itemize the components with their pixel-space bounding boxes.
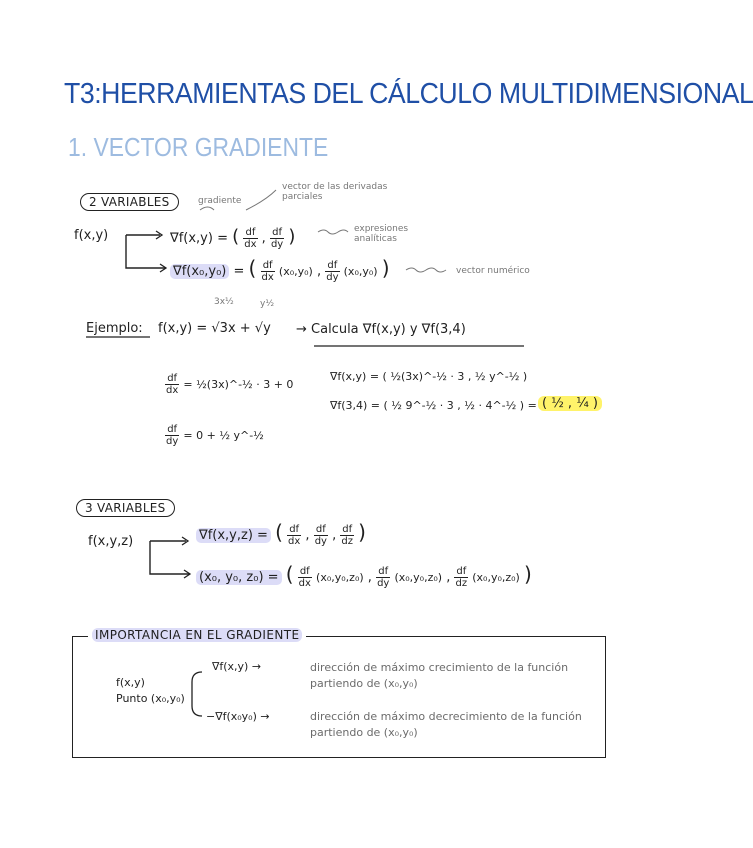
expressions-note: expresiones analíticas [354,224,409,244]
function-2var: f(x,y) [74,228,109,243]
hint-3x: 3x½ [214,297,234,307]
gradient-positive: ∇f(x,y) → [212,660,262,673]
gradient-x0y0-formula: ∇f(x₀,y₀) = ( $\frac{df}{dx}$ (x₀,y₀) , $\frac{df}{dy}$ (x₀,y₀) ) [170,256,390,283]
three-variables-label: 3 VARIABLES [76,499,175,517]
partials-note: vector de las derivadas parciales [282,182,388,202]
gradient-xy-formula: ∇f(x,y) = ( $\frac{df}{dx}$ , $\frac{df}{dy}$ ) [170,226,296,250]
example-dfdx: $\frac{df}{dx}$ = ½(3x)^-½ · 3 + 0 [166,373,294,396]
example-gradient-at-point: ∇f(3,4) = ( ½ 9^-½ · 3 , ½ · 4^-½ ) = [330,399,537,412]
example-label: Ejemplo: [86,321,143,336]
section-subtitle: 1. VECTOR GRADIENTE [68,132,329,162]
example-task: → Calcula ∇f(x,y) y ∇f(3,4) [296,322,466,337]
example-function: f(x,y) = √3x + √y [158,321,271,336]
gradient-x0y0-label: ∇f(x₀,y₀) [170,264,229,279]
gradient-xyz-formula: ∇f(x,y,z) = ( $\frac{df}{dx}$ , $\frac{df}{dy}$ , $\frac{df}{dz}$ ) [196,520,366,547]
hint-y: y½ [260,299,275,309]
df-dy-fraction: $\frac{df}{dy}$ [270,227,284,250]
example-result: ( ½ , ¼ ) [538,396,602,411]
gradient-xy-label: ∇f(x,y) = [170,231,228,246]
df-dx-fraction: $\frac{df}{dx}$ [244,227,257,250]
numeric-note: vector numérico [456,266,530,276]
gradient-negative: −∇f(x₀y₀) → [206,710,270,723]
importance-point: Punto (x₀,y₀) [116,692,185,705]
gradient-note: gradiente [198,196,242,206]
example-gradient-general: ∇f(x,y) = ( ½(3x)^-½ · 3 , ½ y^-½ ) [330,370,528,383]
two-variables-label: 2 VARIABLES [80,193,179,211]
importance-function: f(x,y) [116,676,145,689]
example-dfdy: $\frac{df}{dy}$ = 0 + ½ y^-½ [166,424,264,447]
page-title: T3:HERRAMIENTAS DEL CÁLCULO MULTIDIMENSIONAL [64,78,753,110]
importance-title: IMPORTANCIA EN EL GRADIENTE [88,628,306,642]
function-3var: f(x,y,z) [88,534,134,549]
max-growth-description: dirección de máximo crecimiento de la función partiendo de (x₀,y₀) [310,661,569,690]
gradient-point-formula: (x₀, y₀, z₀) = ( $\frac{df}{dx}$ (x₀,y₀,z₀) , $\frac{df}{dy}$ (x₀,y₀,z₀) , $\frac{df}{dz}$ (x₀,y₀,z₀) ) [196,562,532,589]
max-decrease-description: dirección de máximo decrecimiento de la función partiendo de (x₀,y₀) [310,710,582,739]
